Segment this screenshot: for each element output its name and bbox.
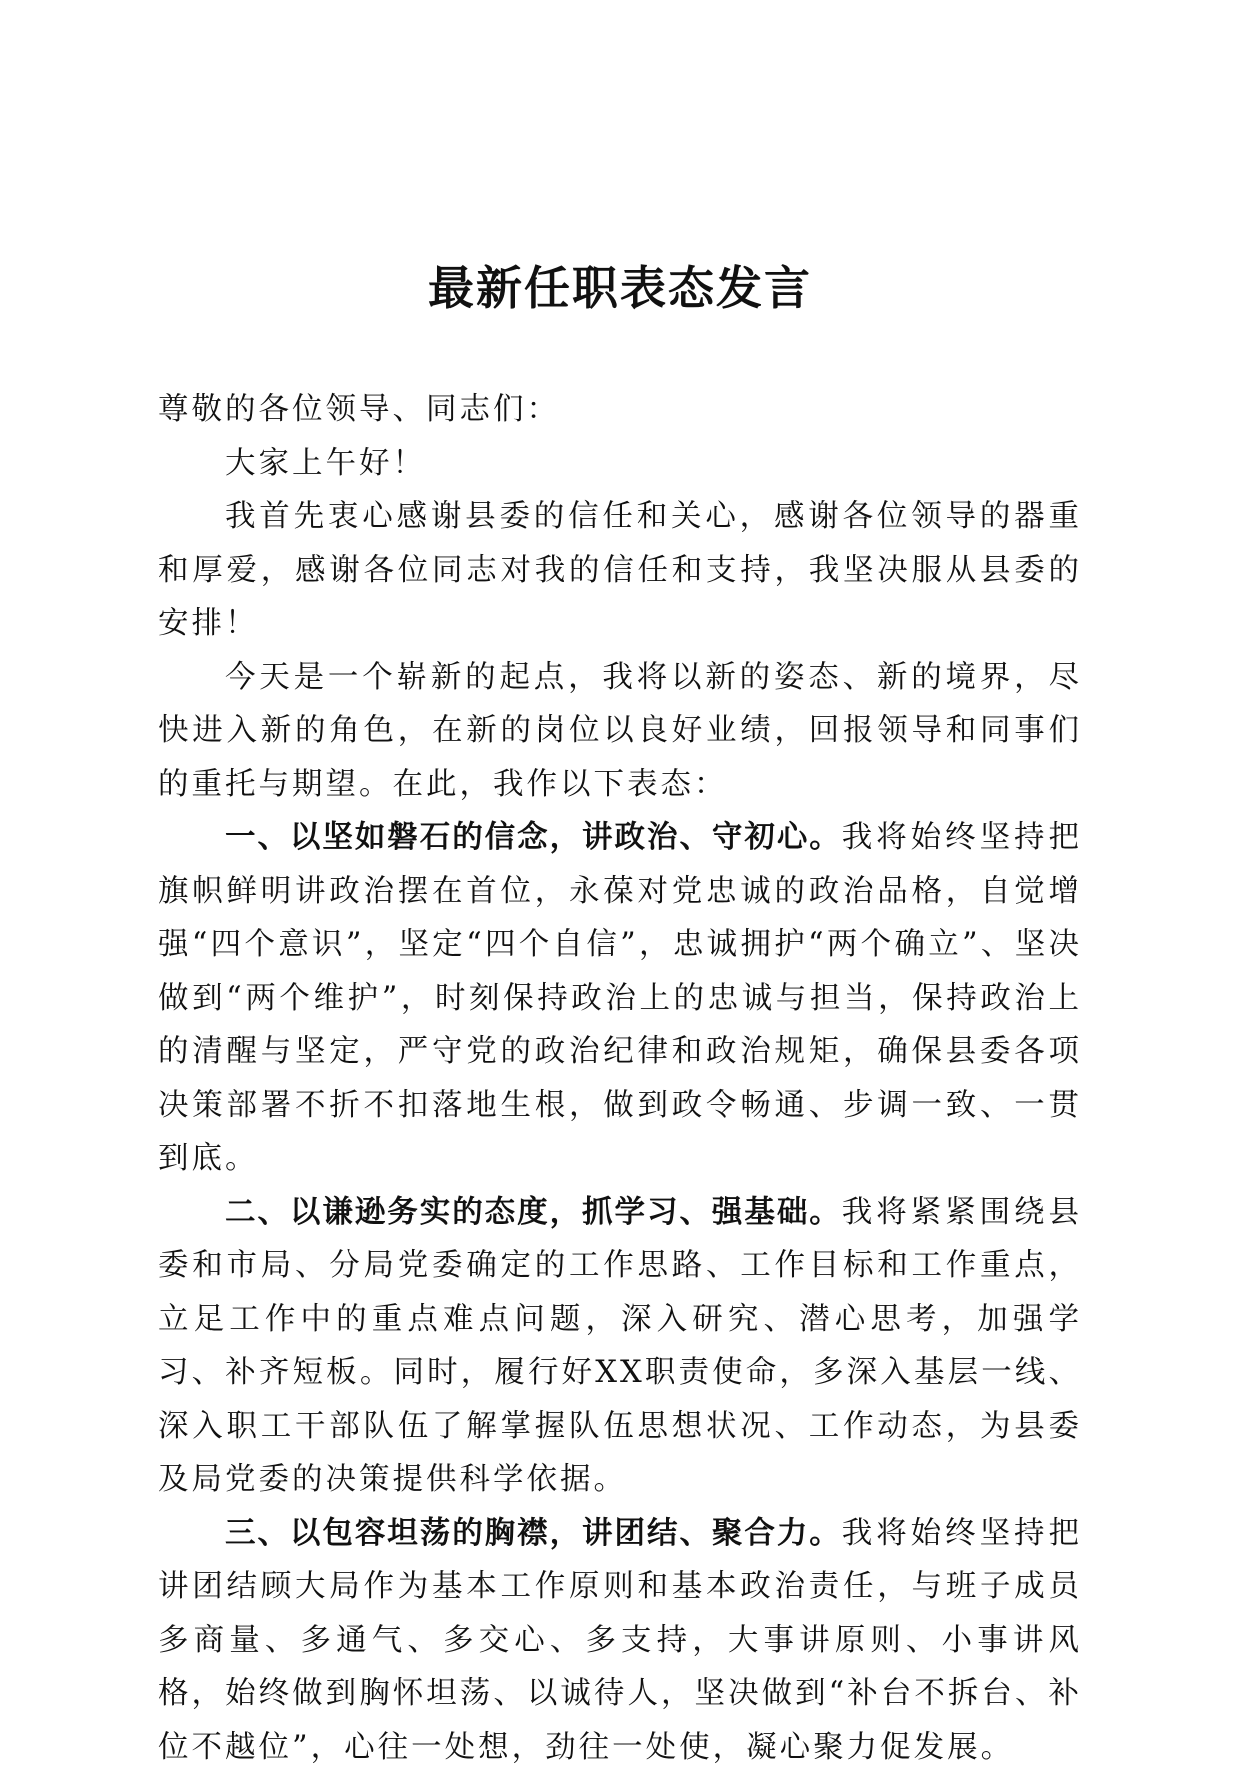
salutation: 尊敬的各位领导、同志们：	[158, 383, 1082, 437]
paragraph-point-one	[158, 811, 1082, 1186]
paragraph-new-start	[158, 651, 1082, 812]
paragraph-text: 我将始终坚持把旗帜鲜明讲政治摆在首位，永葆对党忠诚的政治品格，自觉增强“四个意识”，坚定“四个自信”，忠诚拥护“两个确立”、坚决做到“两个维护”，时刻保持政治上的忠诚与担当，保持政治上的清醒与坚定，严守党的政治纪律和政治规矩，确保县委各项决策部署不折不扣落地生根，做到政令畅通、步调一致、一贯到底。	[158, 820, 1082, 1176]
point-heading: 三、以包容坦荡的胸襟，讲团结、聚合力。	[225, 1516, 842, 1551]
paragraph-text: 我将紧紧围绕县委和市局、分局党委确定的工作思路、工作目标和工作重点，立足工作中的重点难点问题，深入研究、潜心思考，加强学习、补齐短板。同时，履行好XX职责使命，多深入基层一线、深入职工干部队伍了解掌握队伍思想状况、工作动态，为县委及局党委的决策提供科学依据。	[158, 1195, 1082, 1498]
paragraph-text: 我首先衷心感谢县委的信任和关心，感谢各位领导的器重和厚爱，感谢各位同志对我的信任和支持，我坚决服从县委的安排！	[158, 499, 1082, 641]
document-title: 最新任职表态发言	[0, 258, 1240, 318]
paragraph-text: 今天是一个崭新的起点，我将以新的姿态、新的境界，尽快进入新的角色，在新的岗位以良好业绩，回报领导和同事们的重托与期望。在此，我作以下表态：	[158, 660, 1082, 802]
point-heading: 一、以坚如磐石的信念，讲政治、守初心。	[225, 820, 842, 855]
paragraph-thanks	[158, 490, 1082, 651]
point-heading: 二、以谦逊务实的态度，抓学习、强基础。	[225, 1195, 842, 1230]
paragraph-text: 我将始终坚持把讲团结顾大局作为基本工作原则和基本政治责任，与班子成员多商量、多通气、多交心、多支持，大事讲原则、小事讲风格，始终做到胸怀坦荡、以诚待人，坚决做到“补台不拆台、补位不越位”，心往一处想，劲往一处使，凝心聚力促发展。	[158, 1516, 1082, 1765]
greeting: 大家上午好！	[158, 437, 1082, 491]
document-body	[158, 383, 1082, 1774]
paragraph-point-two	[158, 1186, 1082, 1507]
paragraph-point-three	[158, 1507, 1082, 1774]
